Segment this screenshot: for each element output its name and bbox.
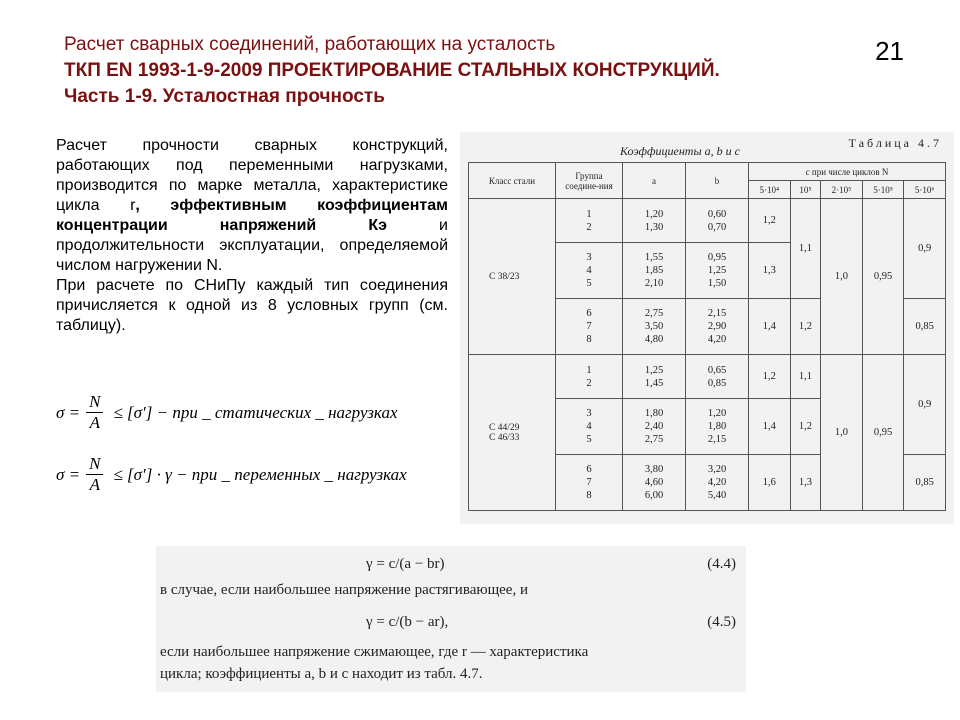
c1-cell: 1,2	[749, 199, 791, 243]
header-steel-class: Класс стали	[469, 163, 556, 199]
steel-class-cell: С 44/29 С 46/33	[469, 355, 556, 511]
table-caption: Коэффициенты a, b и c	[620, 144, 740, 158]
a-cell: 1,25 1,45	[623, 355, 686, 399]
table-label: Таблица 4.7	[848, 136, 942, 150]
header-n3: 2·10⁵	[821, 181, 863, 199]
formula-1-fraction	[86, 392, 103, 433]
b-cell: 0,65 0,85	[686, 355, 749, 399]
formula-2-denominator: A	[89, 475, 100, 494]
a-cell: 1,20 1,30	[623, 199, 686, 243]
p1-part-a: Расчет прочности сварных конструкций, работающих под переменными нагрузками, производится по марке металла, характеристике цикла	[56, 137, 448, 214]
table-row	[469, 199, 946, 243]
header-n2: 10⁵	[790, 181, 821, 199]
c1-cell: 1,4	[749, 299, 791, 355]
paragraph-2: При расчете по СНиПу каждый тип соединения причисляется к одной из 8 условных групп (см. таблицу).	[56, 277, 448, 334]
c2-cell: 1,1	[790, 199, 821, 299]
a-cell: 2,75 3,50 4,80	[623, 299, 686, 355]
equation-text-3: цикла; коэффициенты a, b и c находит из табл. 4.7.	[160, 666, 483, 682]
b-cell: 2,15 2,90 4,20	[686, 299, 749, 355]
p1-r: r	[130, 197, 136, 214]
title-line-3: Часть 1-9. Усталостная прочность	[64, 86, 385, 107]
header-c-group: c при числе циклов N	[749, 163, 946, 181]
c1-cell: 1,3	[749, 243, 791, 299]
title-line-1: Расчет сварных соединений, работающих на усталость	[64, 34, 556, 55]
formula-2-rest: ≤ [σ′] · γ − при _ переменных _ нагрузках	[113, 464, 407, 484]
formula-1-rest: ≤ [σ′] − при _ статических _ нагрузках	[113, 402, 398, 422]
c1-cell: 1,6	[749, 455, 791, 511]
body-text	[56, 136, 448, 336]
c2-cell: 1,2	[790, 399, 821, 455]
slide-number: 21	[875, 36, 904, 66]
formula-2-lhs: σ =	[56, 464, 81, 484]
header-n1: 5·10⁴	[749, 181, 791, 199]
scanned-table-4-7	[460, 132, 954, 524]
c5-cell: 0,9	[904, 199, 946, 299]
formula-1-denominator: A	[89, 413, 100, 432]
group-cell: 1 2	[556, 355, 623, 399]
header-n4: 5·10⁵	[862, 181, 904, 199]
formula-1-lhs: σ =	[56, 402, 81, 422]
slide-title	[64, 32, 904, 110]
equation-4-5-number: (4.5)	[707, 614, 736, 630]
c1-cell: 1,2	[749, 355, 791, 399]
equation-text-1: в случае, если наибольшее напряжение растягивающее, и	[160, 582, 528, 598]
c4-cell: 0,95	[862, 355, 904, 511]
steel-class-cell: С 38/23	[469, 199, 556, 355]
b-cell: 0,95 1,25 1,50	[686, 243, 749, 299]
c2-cell: 1,3	[790, 455, 821, 511]
c5-cell: 0,85	[904, 455, 946, 511]
p1-part-b: , эффективным коэффициентам концентрации напряжений	[56, 197, 448, 234]
c4-cell: 0,95	[862, 199, 904, 355]
formula-variable	[56, 454, 407, 495]
header-a: a	[623, 163, 686, 199]
equation-4-4-number: (4.4)	[707, 556, 736, 572]
p1-k: Кэ	[368, 217, 387, 234]
c1-cell: 1,4	[749, 399, 791, 455]
formula-2-fraction	[86, 454, 103, 495]
c3-cell: 1,0	[821, 199, 863, 355]
paragraph-1	[56, 136, 448, 276]
scanned-equations	[156, 546, 746, 692]
header-b: b	[686, 163, 749, 199]
b-cell: 0,60 0,70	[686, 199, 749, 243]
group-cell: 3 4 5	[556, 399, 623, 455]
b-cell: 3,20 4,20 5,40	[686, 455, 749, 511]
c3-cell: 1,0	[821, 355, 863, 511]
equation-text-2: если наибольшее напряжение сжимающее, где r — характеристика	[160, 644, 589, 660]
c5-cell: 0,9	[904, 355, 946, 455]
a-cell: 3,80 4,60 6,00	[623, 455, 686, 511]
table-row	[469, 355, 946, 399]
group-cell: 3 4 5	[556, 243, 623, 299]
title-line-2: ТКП EN 1993-1-9-2009 ПРОЕКТИРОВАНИЕ СТАЛЬНЫХ КОНСТРУКЦИЙ.	[64, 60, 720, 81]
formula-2-numerator: N	[86, 454, 103, 475]
b-cell: 1,20 1,80 2,15	[686, 399, 749, 455]
equation-4-5: γ = c/(b − ar),	[366, 614, 449, 630]
p1-part-c: и продолжительности эксплуатации, определяемой числом нагружении N.	[56, 217, 448, 274]
group-cell: 6 7 8	[556, 299, 623, 355]
a-cell: 1,80 2,40 2,75	[623, 399, 686, 455]
coefficients-table	[468, 162, 946, 511]
header-n5: 5·10⁶	[904, 181, 946, 199]
group-cell: 1 2	[556, 199, 623, 243]
c2-cell: 1,1	[790, 355, 821, 399]
header-group: Группа соедине-ния	[556, 163, 623, 199]
formula-1-numerator: N	[86, 392, 103, 413]
equation-4-4: γ = c/(a − br)	[366, 556, 445, 572]
group-cell: 6 7 8	[556, 455, 623, 511]
c5-cell: 0,85	[904, 299, 946, 355]
formula-static	[56, 392, 398, 433]
a-cell: 1,55 1,85 2,10	[623, 243, 686, 299]
c2-cell: 1,2	[790, 299, 821, 355]
